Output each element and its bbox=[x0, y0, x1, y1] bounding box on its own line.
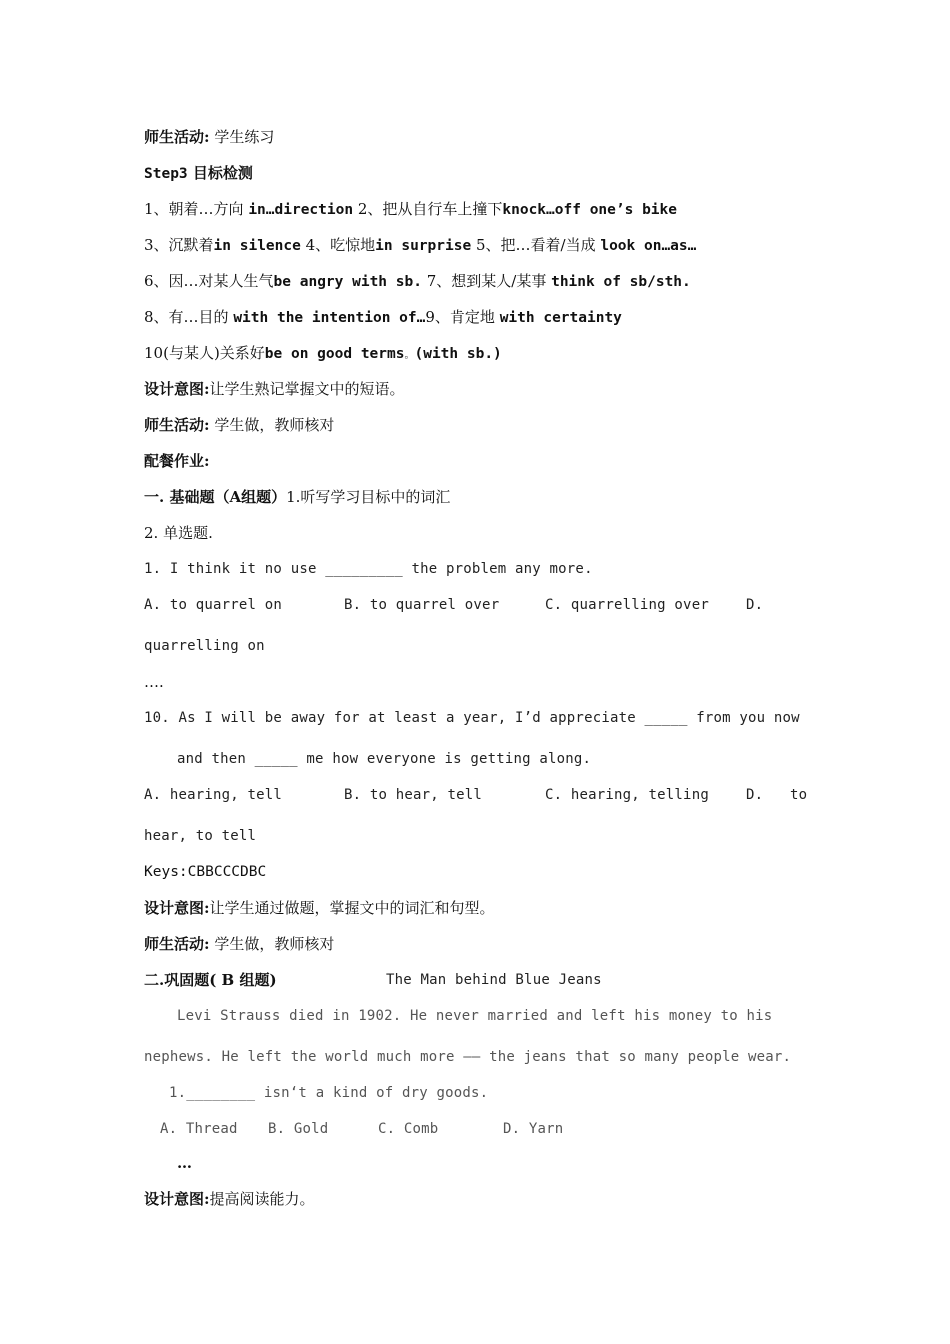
phrase-cn: 3、沉默着 bbox=[144, 236, 214, 254]
activity-text: 学生做，教师核对 bbox=[209, 416, 335, 434]
passage-title: The Man behind Blue Jeans bbox=[386, 972, 602, 988]
consolidation-section-heading bbox=[144, 970, 644, 990]
option-b: B. to hear, tell bbox=[344, 787, 483, 803]
phrase-punct: 。 bbox=[404, 350, 415, 361]
passage-line-2: nephews. He left the world much more —— the jeans that so many people wear. bbox=[144, 1049, 792, 1065]
design-intent-label: 设计意图: bbox=[144, 1190, 210, 1208]
phrase-cn: 6、因…对某人生气 bbox=[144, 272, 274, 290]
activity-label: 师生活动: bbox=[144, 935, 210, 953]
answer-keys: Keys:CBBCCCDBC bbox=[144, 864, 267, 880]
option-c: C. Comb bbox=[378, 1121, 439, 1137]
activity-text: 学生做，教师核对 bbox=[209, 935, 335, 953]
option-a: A. Thread bbox=[160, 1121, 238, 1137]
design-intent-label: 设计意图: bbox=[144, 899, 210, 917]
activity-label: 师生活动: bbox=[144, 128, 210, 146]
activity-line-1 bbox=[144, 127, 274, 147]
phrase-en: in…direction bbox=[248, 202, 354, 218]
single-choice-heading: 2. 单选题. bbox=[144, 524, 213, 542]
phrase-en: with certainty bbox=[499, 310, 622, 326]
section-label: 二.巩固题( B 组题) bbox=[144, 971, 277, 989]
option-d: D. bbox=[746, 787, 764, 803]
ellipsis-2: … bbox=[177, 1154, 192, 1172]
phrase-cn: 4、吃惊地 bbox=[300, 236, 376, 254]
design-intent-text: 让学生通过做题，掌握文中的词汇和句型。 bbox=[209, 899, 495, 917]
question-10-stem-line-2: and then _____ me how everyone is getting along. bbox=[177, 751, 592, 767]
activity-label: 师生活动: bbox=[144, 416, 210, 434]
question-1-option-d-text: quarrelling on bbox=[144, 638, 265, 654]
phrase-line-3 bbox=[144, 271, 691, 292]
passage-line-1: Levi Strauss died in 1902. He never married and left his money to his bbox=[177, 1008, 773, 1024]
section-label: 一. 基础题（A组题） bbox=[144, 488, 287, 506]
phrase-en: be angry with sb. bbox=[273, 274, 422, 290]
phrase-en: be on good terms bbox=[264, 346, 405, 362]
option-d-start: to bbox=[790, 787, 808, 803]
option-c: C. hearing, telling bbox=[545, 787, 709, 803]
ellipsis-1: …. bbox=[144, 673, 164, 691]
step-number: Step3 bbox=[144, 166, 188, 182]
reading-question-1-options bbox=[160, 1119, 580, 1139]
design-intent-3 bbox=[144, 1189, 315, 1209]
section-text: 1.听写学习目标中的词汇 bbox=[286, 488, 451, 506]
design-intent-2 bbox=[144, 898, 495, 918]
phrase-en: (with sb.) bbox=[414, 346, 502, 362]
phrase-cn: 9、肯定地 bbox=[425, 308, 500, 326]
phrase-en: in surprise bbox=[375, 238, 472, 254]
phrase-line-1 bbox=[144, 199, 677, 220]
activity-line-3 bbox=[144, 934, 334, 954]
question-10-option-d-text: hear, to tell bbox=[144, 828, 257, 844]
question-1-stem: 1. I think it no use _________ the problem any more. bbox=[144, 561, 593, 577]
option-d: D. Yarn bbox=[503, 1121, 564, 1137]
phrase-line-4 bbox=[144, 307, 622, 328]
step-title: 目标检测 bbox=[187, 164, 253, 182]
activity-line-2 bbox=[144, 415, 334, 435]
activity-text: 学生练习 bbox=[209, 128, 275, 146]
option-a: A. to quarrel on bbox=[144, 597, 283, 613]
option-d: D. bbox=[746, 597, 764, 613]
question-1-options bbox=[144, 595, 784, 615]
phrase-en: knock…off one’s bike bbox=[502, 202, 677, 218]
question-10-options bbox=[144, 785, 809, 805]
option-c: C. quarrelling over bbox=[545, 597, 709, 613]
phrase-cn: 2、把从自行车上撞下 bbox=[353, 200, 503, 218]
phrase-en: look on…as… bbox=[600, 238, 697, 254]
homework-heading: 配餐作业: bbox=[144, 452, 210, 470]
phrase-en: in silence bbox=[213, 238, 301, 254]
phrase-cn: 7、想到某人/某事 bbox=[421, 272, 552, 290]
phrase-cn: 5、把…看着/当成 bbox=[471, 236, 601, 254]
design-intent-1 bbox=[144, 379, 405, 399]
design-intent-text: 提高阅读能力。 bbox=[209, 1190, 315, 1208]
option-b: B. Gold bbox=[268, 1121, 329, 1137]
basic-section-heading bbox=[144, 487, 450, 507]
option-a: A. hearing, tell bbox=[144, 787, 283, 803]
step3-heading bbox=[144, 163, 253, 184]
design-intent-text: 让学生熟记掌握文中的短语。 bbox=[209, 380, 405, 398]
phrase-line-2 bbox=[144, 235, 696, 256]
phrase-cn: 8、有…目的 bbox=[144, 308, 234, 326]
phrase-en: think of sb/sth. bbox=[551, 274, 691, 290]
option-b: B. to quarrel over bbox=[344, 597, 500, 613]
reading-question-1-stem: 1.________ isn‘t a kind of dry goods. bbox=[169, 1085, 489, 1101]
question-10-stem-line-1: 10. As I will be away for at least a year, I’d appreciate _____ from you now bbox=[144, 710, 800, 726]
phrase-line-5 bbox=[144, 343, 502, 366]
phrase-cn: 1、朝着…方向 bbox=[144, 200, 249, 218]
phrase-cn: 10(与某人)关系好 bbox=[144, 344, 265, 362]
phrase-en: with the intention of… bbox=[233, 310, 426, 326]
design-intent-label: 设计意图: bbox=[144, 380, 210, 398]
